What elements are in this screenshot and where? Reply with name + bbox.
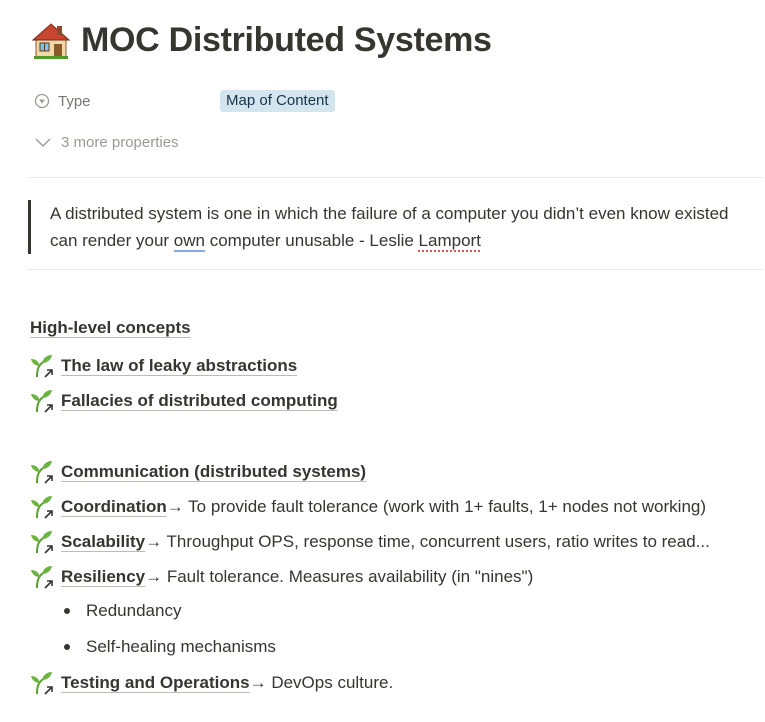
sprout-link-icon: [30, 389, 55, 414]
quote-word-own: own: [173, 231, 205, 250]
quote-text: computer unusable - Leslie: [204, 231, 419, 250]
divider: [28, 269, 763, 270]
property-type[interactable]: [34, 88, 734, 114]
list-item: [30, 386, 760, 416]
item-description: → To provide fault tolerance (work with 1+ faults, 1+ nodes not working): [166, 497, 707, 516]
quote-text: A distributed system is one in which the failure of a computer you didn’t even know existed can render your: [50, 204, 729, 250]
page-link[interactable]: Resiliency: [61, 567, 146, 586]
bullet-text: Self-healing mechanisms: [86, 637, 276, 656]
list-item: [30, 527, 760, 557]
page-link[interactable]: The law of leaky abstractions: [61, 356, 298, 375]
item-description: → Fault tolerance. Measures availability (in "nines"): [145, 567, 534, 586]
sprout-link-icon: [30, 460, 55, 485]
list-item: [30, 492, 760, 522]
more-properties-toggle[interactable]: [34, 131, 179, 153]
more-properties-label: 3 more properties: [61, 133, 179, 151]
bullet-text: Redundancy: [86, 601, 182, 620]
page-title[interactable]: MOC Distributed Systems: [81, 21, 492, 59]
bullet-item[interactable]: [64, 598, 181, 624]
item-description: → DevOps culture.: [249, 673, 394, 692]
sprout-link-icon: [30, 671, 55, 696]
section-heading-link[interactable]: High-level concepts: [30, 318, 191, 337]
sprout-link-icon: [30, 530, 55, 555]
list-item: [30, 562, 760, 592]
bullet-dot: [64, 608, 70, 614]
house-icon[interactable]: [31, 20, 71, 60]
page-link[interactable]: Testing and Operations: [61, 673, 250, 692]
page-link[interactable]: Coordination: [61, 497, 167, 516]
item-description: → Throughput OPS, response time, concurrent users, ratio writes to read...: [145, 532, 710, 551]
bullet-item[interactable]: [64, 634, 276, 660]
page-link[interactable]: Scalability: [61, 532, 146, 551]
list-item: [30, 457, 760, 487]
property-name: Type: [58, 92, 91, 110]
divider: [28, 177, 763, 178]
bullet-dot: [64, 644, 70, 650]
list-item: [30, 668, 760, 698]
sprout-link-icon: [30, 565, 55, 590]
quote-word-lamport: Lamport: [418, 231, 481, 250]
quote-block[interactable]: [28, 200, 750, 254]
page-link[interactable]: Communication (distributed systems): [61, 462, 367, 481]
page-link[interactable]: Fallacies of distributed computing: [61, 391, 338, 410]
select-property-icon: [34, 93, 50, 109]
page-header: [31, 18, 492, 62]
sprout-link-icon: [30, 354, 55, 379]
property-tag[interactable]: Map of Content: [220, 90, 335, 112]
chevron-down-icon: [34, 136, 52, 148]
sprout-link-icon: [30, 495, 55, 520]
list-item: [30, 351, 760, 381]
